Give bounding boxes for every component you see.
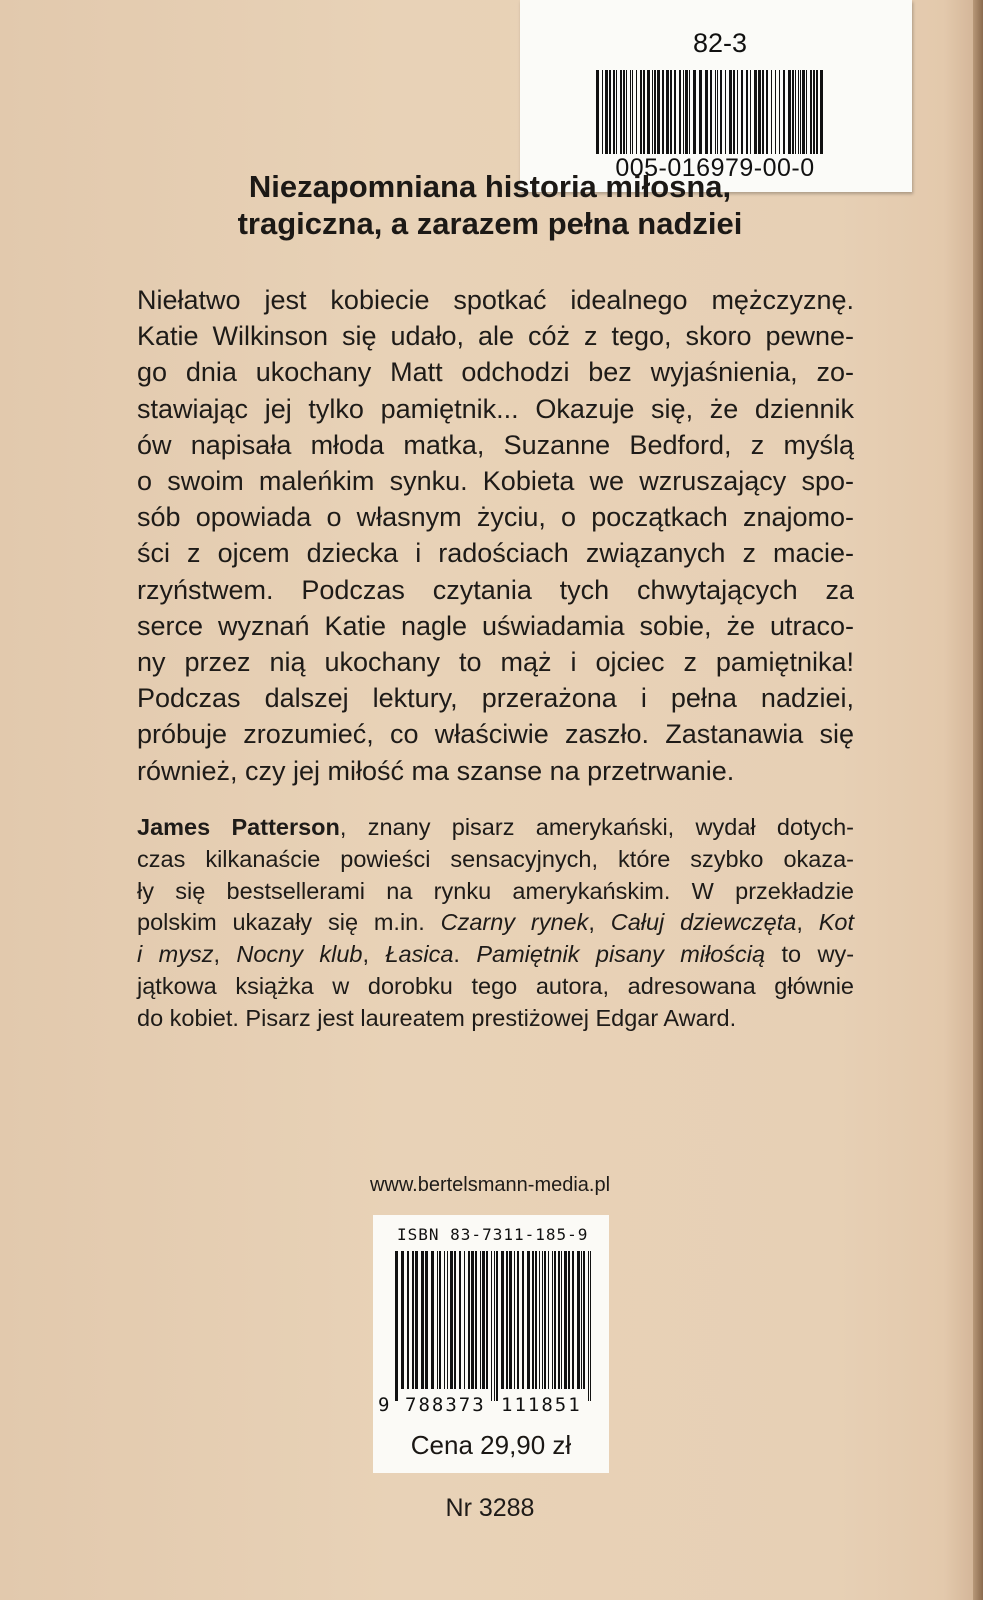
barcode-bar [746,70,748,154]
barcode-bar [679,70,681,154]
barcode-bar [630,70,631,154]
barcode-bar [729,70,732,154]
author-line [137,907,854,939]
barcode-bar [741,70,743,154]
blurb-line: ści z ojcem dziecka i radościach związanych z macie- [137,538,854,569]
barcode-bar [439,1251,441,1389]
barcode-bar [802,70,805,154]
barcode-bar [522,1251,524,1389]
author-text: , znany pisarz amerykański, wydał dotych- [339,814,854,840]
barcode-bar [568,1251,570,1389]
blurb-line: serce wyznań Katie nagle uświadamia sobie, że utraco- [137,610,854,641]
separator: , [362,941,386,968]
barcode-bar [795,70,796,154]
barcode-bar [643,70,645,154]
headline-line-2: tragiczna, a zarazem pełna nadziei [237,206,743,241]
barcode-bar [577,1251,580,1389]
barcode-bar [596,70,599,154]
barcode-bar [514,1251,515,1389]
barcode-bar [486,1251,488,1389]
barcode-bar [544,1251,546,1389]
barcode-bar [548,1251,549,1389]
library-sticker [520,0,912,192]
barcode-bar [717,70,718,154]
barcode-bar [444,1251,445,1389]
barcode-bar [626,70,627,154]
barcode-bar [412,1251,414,1389]
barcode-bar [816,70,818,154]
barcode-bar [654,70,656,154]
barcode-bar [710,70,712,154]
author-line: do kobiet. Pisarz jest laureatem prestiżowej Edgar Award. [137,1004,737,1031]
author-line: czas kilkanaście powieści sensacyjnych, które szybko okaza- [137,845,854,872]
barcode-bar [564,1251,567,1389]
sticker-code: 82-3 [692,28,748,58]
barcode-bar [431,1251,434,1389]
barcode-bar [532,1251,534,1389]
barcode-bar [401,1251,404,1389]
barcode-bar [754,70,757,154]
book-title: Całuj dziewczęta [610,909,797,936]
isbn-barcode [395,1251,593,1401]
barcode-bar [583,1251,585,1389]
barcode-bar [800,70,801,154]
author-paragraph [137,812,854,1035]
barcode-bar [471,1251,474,1389]
barcode-bar [407,1251,409,1389]
book-title: Pamiętnik pisany miłością [476,941,766,968]
barcode-bar [647,70,650,154]
barcode-bar [674,70,676,154]
book-title: Łasica [385,941,454,968]
barcode-bar [581,1251,582,1389]
barcode-bar [509,1251,512,1389]
barcode-bar [720,70,722,154]
barcode-bar [766,70,768,154]
blurb-line: sób opowiada o własnym życiu, o początkach znajomo- [137,502,854,533]
barcode-bar [666,70,669,154]
barcode-bar [454,1251,456,1389]
ean-first-digit: 9 [378,1394,390,1416]
barcode-bar [496,1251,498,1401]
barcode-bar [605,70,608,154]
barcode-bar [693,70,696,154]
barcode-bar [480,1251,481,1389]
barcode-bar [779,70,780,154]
barcode-bar [468,1251,470,1389]
barcode-bar [395,1251,398,1401]
barcode-bar [450,1251,453,1389]
author-line [137,939,854,971]
separator: , [588,909,611,936]
barcode-bar [447,1251,448,1389]
isbn-barcode-label [373,1215,609,1473]
barcode-bar [775,70,776,154]
barcode-bar [494,1251,495,1401]
barcode-bar [535,1251,537,1389]
blurb-paragraph [137,282,854,789]
barcode-bar [542,1251,543,1389]
book-title: Nocny klub [236,941,363,968]
barcode-bar [602,70,603,154]
book-title: i mysz [137,941,214,968]
barcode-bar [636,70,637,154]
barcode-bar [725,70,726,154]
barcode-bar [733,70,735,154]
barcode-bar [491,1251,492,1401]
barcode-bar [737,70,738,154]
barcode-bar [640,70,642,154]
barcode-bar [685,70,688,154]
separator: , [796,909,819,936]
barcode-bar [788,70,791,154]
publisher-website: www.bertelsmann-media.pl [369,1174,611,1196]
barcode-bar [670,70,672,154]
barcode-bar [421,1251,424,1389]
headline [140,168,840,242]
barcode-bar [783,70,785,154]
barcode-bar [689,70,690,154]
barcode-bar [464,1251,465,1389]
barcode-bar [539,1251,540,1389]
author-text: to wy- [765,941,855,968]
barcode-bar [616,70,617,154]
barcode-bar [554,1251,556,1389]
barcode-bar [609,70,611,154]
barcode-bar [699,70,702,154]
barcode-bar [683,70,684,154]
blurb-line: Podczas dalszej lektury, przerażona i pełna nadziei, [137,683,854,714]
barcode-bar [415,1251,418,1389]
barcode-bar [590,1251,591,1401]
barcode-bar [561,1251,562,1389]
book-title: Kot [818,909,854,936]
barcode-bar [459,1251,461,1389]
barcode-bar [613,70,615,154]
blurb-line: go dnia ukochany Matt odchodzi bez wyjaśnienia, zo- [137,357,854,388]
barcode-bar [475,1251,477,1389]
barcode-bar [657,70,660,154]
blurb-line: Niełatwo jest kobiecie spotkać idealnego mężczyznę. [137,285,854,315]
author-line: jątkowa książka w dorobku tego autora, adresowana głównie [137,972,854,999]
author-name: James Patterson [137,814,340,840]
blurb-line: ów napisała młoda matka, Suzanne Bedford, z myślą [137,429,854,460]
barcode-bar [527,1251,530,1389]
barcode-bar [806,70,807,154]
separator: . [453,941,477,968]
blurb-line: Katie Wilkinson się udało, ale cóż z tego, skoro pewne- [137,321,854,352]
barcode-bar [506,1251,508,1389]
barcode-bar [572,1251,574,1389]
barcode-bar [705,70,708,154]
barcode-bar [792,70,794,154]
ean-right-digits: 111851 [501,1394,582,1416]
blurb-line: również, czy jej miłość ma szanse na przetrwanie. [137,755,735,786]
barcode-bar [482,1251,485,1389]
barcode-bar [820,70,823,154]
barcode-bar [558,1251,560,1389]
barcode-bar [652,70,653,154]
barcode-bar [588,1251,589,1401]
barcode-bar [623,70,625,154]
separator: , [213,941,237,968]
cover-edge [973,0,983,1600]
barcode-bar [425,1251,428,1389]
headline-line-1: Niezapomniana historia miłosna, [248,169,732,204]
sticker-number: 005-016979-00-0 [615,154,815,182]
barcode-bar [620,70,622,154]
barcode-bar [813,70,815,154]
barcode-bar [810,70,812,154]
barcode-bar [501,1251,504,1389]
barcode-bar [662,70,664,154]
ean-left-digits: 788373 [405,1394,486,1416]
barcode-bar [632,70,633,154]
sticker-barcode [596,70,826,154]
series-number: Nr 3288 [445,1494,535,1522]
blurb-line: rzyństwem. Podczas czytania tych chwytających za [137,574,854,605]
barcode-bar [762,70,764,154]
author-text: polskim ukazały się m.in. [137,909,441,936]
barcode-bar [517,1251,519,1389]
barcode-bar [771,70,772,154]
barcode-bar [715,70,716,154]
barcode-bar [750,70,751,154]
book-title: Czarny rynek [440,909,589,936]
barcode-bar [758,70,761,154]
blurb-line: ny przez nią ukochany to mąż i ojciec z pamiętnika! [137,647,854,678]
barcode-bar [552,1251,553,1389]
barcode-bar [798,70,799,154]
author-line: ły się bestsellerami na rynku amerykańskim. W przekładzie [137,877,854,904]
blurb-line: próbuje zrozumieć, co właściwie zaszło. Zastanawia się [137,719,854,750]
barcode-bar [437,1251,438,1389]
isbn-text: ISBN 83-7311-185-9 [397,1225,589,1244]
blurb-line: stawiając jej tylko pamiętnik... Okazuje się, że dziennik [137,393,854,424]
blurb-line: o swoim maleńkim synku. Kobieta we wzruszający spo- [137,466,854,497]
price: Cena 29,90 zł [410,1430,572,1460]
author-line [137,812,854,844]
